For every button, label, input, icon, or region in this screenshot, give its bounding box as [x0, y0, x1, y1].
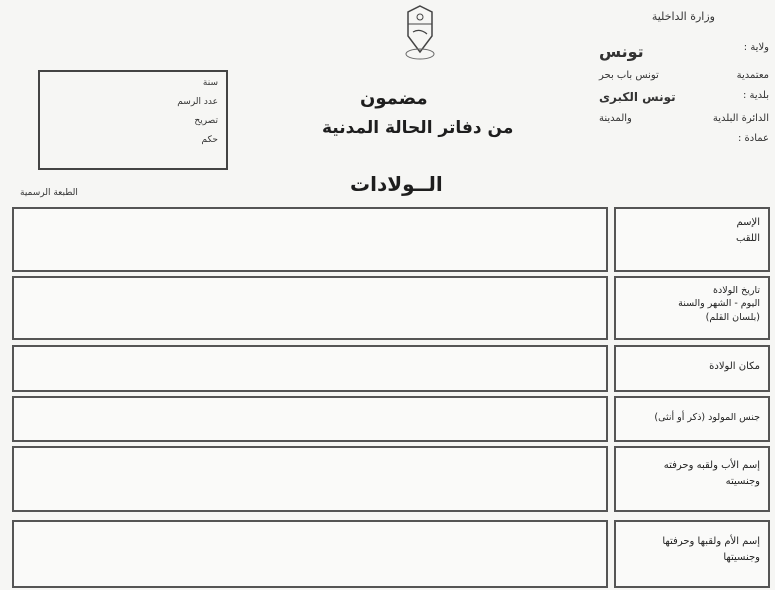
document-title: مضمون — [360, 88, 428, 109]
header-info — [599, 42, 769, 153]
row-label-line: إسم الأم ولقبها وحرفتها — [662, 536, 760, 547]
tunisia-emblem-icon — [398, 2, 442, 62]
row-label-mother — [614, 520, 770, 588]
row-label-name — [614, 207, 770, 272]
field-mother — [12, 520, 608, 588]
row-label-father — [614, 446, 770, 512]
row-label-line: مكان الولادة — [709, 361, 760, 372]
section-title: الــولادات — [350, 172, 443, 196]
mo3tamdia-label: معتمدية — [736, 70, 769, 81]
omda-label: عمادة : — [737, 133, 769, 144]
row-label-line: وجنسيتها — [723, 552, 760, 563]
row-label-line: اللقب — [735, 233, 760, 244]
field-birth-place — [12, 345, 608, 392]
ministry-name: وزارة الداخلية — [651, 10, 715, 23]
field-sex — [12, 396, 608, 442]
wilaya-value: تونس — [599, 42, 644, 61]
daira-value: والمدينة — [599, 113, 632, 124]
baladia-label: بلدية : — [742, 90, 769, 101]
sidebox-year: سنة — [202, 78, 218, 88]
row-label-line: وجنسيته — [725, 476, 760, 487]
row-label-birth-place — [614, 345, 770, 392]
field-father — [12, 446, 608, 512]
mo3tamdia-value: تونس باب بحر — [599, 70, 659, 81]
row-label-sex — [614, 396, 770, 442]
row-label-line: إسم الأب ولقبه وحرفته — [663, 460, 760, 471]
daira-label: الدائرة البلدية — [712, 113, 769, 124]
row-label-line: اليوم - الشهر والسنة — [678, 298, 760, 310]
row-label-line: جنس المولود (ذكر أو أنثى) — [654, 412, 760, 423]
sidebox-number: عدد الرسم — [177, 97, 218, 107]
baladia-value: تونس الكبرى — [599, 90, 676, 104]
field-name — [12, 207, 608, 272]
sidebox-declaration: تصريح — [194, 116, 218, 126]
row-label-birth-date — [614, 276, 770, 340]
row-label-line: (بلسان القلم) — [705, 311, 760, 323]
official-print-label: الطبعة الرسمية — [20, 188, 78, 198]
sidebox-judgment: حكم — [201, 135, 218, 145]
registration-box — [38, 70, 228, 170]
field-birth-date — [12, 276, 608, 340]
row-label-line: الإسم — [736, 217, 760, 228]
document-subtitle: من دفاتر الحالة المدنية — [322, 118, 514, 138]
wilaya-label: ولاية : — [743, 42, 769, 53]
row-label-line: تاريخ الولادة — [713, 285, 760, 296]
